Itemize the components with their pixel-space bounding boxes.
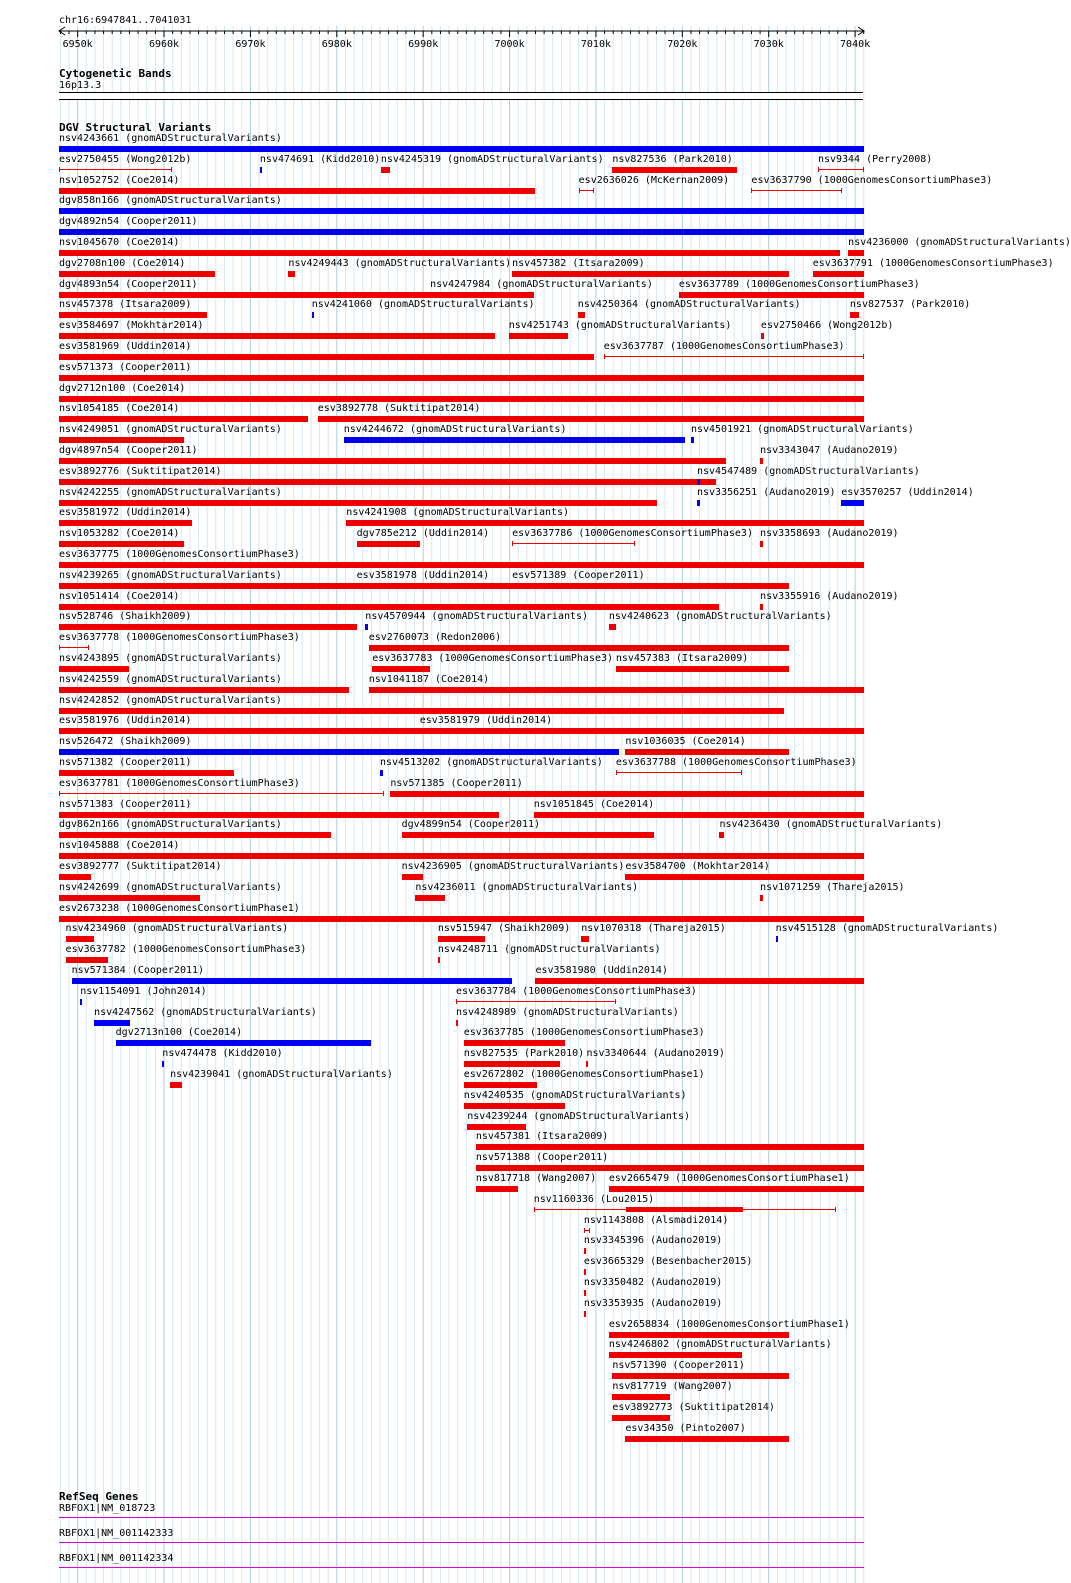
locus-label: chr16:6947841..7041031	[59, 15, 192, 26]
sv-feature-label[interactable]: nsv817718 (Wang2007)	[475, 1173, 597, 1184]
sv-feature-label[interactable]: esv2673238 (1000GenomesConsortiumPhase1)	[59, 903, 300, 914]
sv-feature-label[interactable]: nsv4239041 (gnomADStructuralVariants)	[170, 1069, 393, 1080]
ruler-tick-label: 7030k	[753, 39, 784, 50]
sv-feature-label[interactable]: esv3584697 (Mokhtar2014)	[59, 320, 204, 331]
sv-feature-label[interactable]: esv3892776 (Suktitipat2014)	[59, 466, 222, 477]
sv-feature-label[interactable]: nsv4240623 (gnomADStructuralVariants)	[608, 611, 832, 622]
sv-feature-label[interactable]: esv3637790 (1000GenomesConsortiumPhase3)	[751, 175, 993, 186]
sv-feature-label[interactable]: esv3637785 (1000GenomesConsortiumPhase3)	[463, 1027, 705, 1038]
sv-feature-label[interactable]: nsv4239244 (gnomADStructuralVariants)	[467, 1111, 690, 1122]
sv-feature-label[interactable]: nsv3355916 (Audano2019)	[760, 591, 899, 602]
sv-feature-label[interactable]: nsv515947 (Shaikh2009)	[437, 923, 571, 934]
sv-feature-label[interactable]: dgv2713n100 (Coe2014)	[115, 1027, 243, 1038]
sv-feature-label[interactable]: nsv474478 (Kidd2010)	[162, 1048, 283, 1059]
sv-feature-label[interactable]: nsv1041187 (Coe2014)	[368, 674, 490, 685]
sv-feature-label[interactable]: nsv4240535 (gnomADStructuralVariants)	[463, 1090, 687, 1101]
sv-feature-label[interactable]: nsv4249443 (gnomADStructuralVariants)	[288, 258, 512, 269]
sv-feature-label[interactable]: nsv3358693 (Audano2019)	[760, 528, 899, 539]
sv-feature-label[interactable]: nsv571383 (Cooper2011)	[59, 799, 192, 810]
sv-feature-label[interactable]: nsv571384 (Cooper2011)	[71, 965, 205, 976]
sv-feature-label[interactable]: esv3637791 (1000GenomesConsortiumPhase3)	[812, 258, 1054, 269]
sv-feature-label[interactable]: nsv4247984 (gnomADStructuralVariants)	[430, 279, 653, 290]
sv-feature-label[interactable]: dgv4892n54 (Cooper2011)	[59, 216, 198, 227]
sv-feature-label[interactable]: nsv457382 (Itsara2009)	[512, 258, 645, 269]
sv-feature-label[interactable]: dgv2712n100 (Coe2014)	[59, 383, 186, 394]
gene-model-line[interactable]	[59, 1542, 864, 1543]
cytoband-label: 16p13.3	[59, 80, 102, 91]
sv-feature-label[interactable]: esv3637784 (1000GenomesConsortiumPhase3)	[456, 986, 697, 997]
sv-feature-label[interactable]: nsv1054185 (Coe2014)	[59, 403, 180, 414]
sv-feature-label[interactable]: dgv862n166 (gnomADStructuralVariants)	[59, 819, 282, 830]
sv-feature-label[interactable]: nsv571385 (Cooper2011)	[390, 778, 523, 789]
sv-feature-label[interactable]: nsv4247562 (gnomADStructuralVariants)	[94, 1007, 317, 1018]
sv-feature-label[interactable]: esv3665329 (Besenbacher2015)	[583, 1256, 753, 1267]
sv-feature-label[interactable]: nsv457381 (Itsara2009)	[475, 1131, 609, 1142]
sv-feature-label[interactable]: nsv4246802 (gnomADStructuralVariants)	[608, 1339, 832, 1350]
sv-feature-label[interactable]: esv3637786 (1000GenomesConsortiumPhase3)	[512, 528, 753, 539]
sv-feature-label[interactable]: nsv4515128 (gnomADStructuralVariants)	[775, 923, 999, 934]
ruler-tick-label: 7020k	[667, 39, 698, 50]
dgv-track-title: DGV Structural Variants	[59, 121, 212, 134]
sv-feature-label[interactable]: esv3581978 (Uddin2014)	[356, 570, 490, 581]
sv-feature-label[interactable]: nsv4547489 (gnomADStructuralVariants)	[697, 466, 920, 477]
sv-feature-label[interactable]: dgv4897n54 (Cooper2011)	[59, 445, 198, 456]
sv-feature-label[interactable]: nsv4243895 (gnomADStructuralVariants)	[59, 653, 282, 664]
sv-feature-label[interactable]: nsv4242699 (gnomADStructuralVariants)	[59, 882, 282, 893]
ruler-tick-label: 6980k	[321, 39, 352, 50]
ruler-tick-label: 6990k	[408, 39, 439, 50]
sv-feature-label[interactable]: esv571389 (Cooper2011)	[512, 570, 645, 581]
sv-feature-label[interactable]: nsv4242852 (gnomADStructuralVariants)	[59, 695, 282, 706]
sv-feature-label[interactable]: nsv4236000 (gnomADStructuralVariants)	[848, 237, 1071, 248]
sv-feature-label[interactable]: esv3637781 (1000GenomesConsortiumPhase3)	[59, 778, 300, 789]
sv-feature-label[interactable]: nsv1052752 (Coe2014)	[59, 175, 180, 186]
sv-feature-label[interactable]: esv3637788 (1000GenomesConsortiumPhase3)	[615, 757, 857, 768]
sv-feature-label[interactable]: nsv3356251 (Audano2019)	[697, 487, 836, 498]
sv-feature-label[interactable]: nsv4236011 (gnomADStructuralVariants)	[415, 882, 639, 893]
sv-feature-label[interactable]: esv2658834 (1000GenomesConsortiumPhase1)	[608, 1319, 850, 1330]
sv-feature-label[interactable]: nsv571390 (Cooper2011)	[612, 1360, 745, 1371]
sv-feature-label[interactable]: nsv4234960 (gnomADStructuralVariants)	[65, 923, 289, 934]
sv-feature-label[interactable]: nsv4249051 (gnomADStructuralVariants)	[59, 424, 282, 435]
sv-feature-label[interactable]: esv3581979 (Uddin2014)	[419, 715, 553, 726]
gene-label[interactable]: RBFOX1|NM_001142334	[59, 1553, 174, 1564]
sv-feature-label[interactable]: nsv3353935 (Audano2019)	[583, 1298, 723, 1309]
sv-feature-label[interactable]: nsv4241060 (gnomADStructuralVariants)	[311, 299, 535, 310]
sv-feature-label[interactable]: esv3892778 (Suktitipat2014)	[317, 403, 481, 414]
sv-feature-label[interactable]: nsv457378 (Itsara2009)	[59, 299, 192, 310]
sv-feature-label[interactable]: nsv571382 (Cooper2011)	[59, 757, 192, 768]
ruler-tick-label: 7040k	[840, 39, 871, 50]
sv-feature-label[interactable]: nsv1070318 (Thareja2015)	[581, 923, 726, 934]
sv-feature-label[interactable]: esv2665479 (1000GenomesConsortiumPhase1)	[608, 1173, 850, 1184]
sv-feature-label[interactable]: nsv1045888 (Coe2014)	[59, 840, 180, 851]
sv-feature-label[interactable]: nsv4244672 (gnomADStructuralVariants)	[343, 424, 567, 435]
sv-feature-label[interactable]: esv2760073 (Redon2006)	[368, 632, 502, 643]
sv-feature-label[interactable]: nsv4250364 (gnomADStructuralVariants)	[577, 299, 801, 310]
ruler-tick-label: 6950k	[62, 39, 93, 50]
sv-feature-label[interactable]: esv3581980 (Uddin2014)	[535, 965, 668, 976]
sv-feature-label[interactable]: nsv4243661 (gnomADStructuralVariants)	[59, 133, 282, 144]
sv-feature-label[interactable]: nsv827536 (Park2010)	[612, 154, 733, 165]
sv-feature-label[interactable]: esv3892777 (Suktitipat2014)	[59, 861, 222, 872]
sv-feature-label[interactable]: esv3637783 (1000GenomesConsortiumPhase3)	[372, 653, 614, 664]
ruler-tick-label: 7010k	[580, 39, 612, 50]
sv-feature-label[interactable]: esv3584700 (Mokhtar2014)	[625, 861, 770, 872]
gene-model-line[interactable]	[59, 1567, 864, 1568]
sv-feature-label[interactable]: esv34350 (Pinto2007)	[625, 1423, 746, 1434]
sv-feature-label[interactable]: nsv1053282 (Coe2014)	[59, 528, 180, 539]
sv-feature-label[interactable]: nsv526472 (Shaikh2009)	[59, 736, 192, 747]
sv-feature-label[interactable]: nsv3350482 (Audano2019)	[583, 1277, 723, 1288]
sv-feature-label[interactable]: nsv4570944 (gnomADStructuralVariants)	[365, 611, 589, 622]
sv-feature-label[interactable]: nsv4236430 (gnomADStructuralVariants)	[719, 819, 943, 830]
sv-feature-label[interactable]: esv3581976 (Uddin2014)	[59, 715, 192, 726]
refseq-track-title: RefSeq Genes	[59, 1490, 139, 1503]
sv-feature-label[interactable]: dgv2708n100 (Coe2014)	[59, 258, 186, 269]
sv-feature-label[interactable]: nsv4241908 (gnomADStructuralVariants)	[346, 507, 570, 518]
sv-feature-label[interactable]: nsv4501921 (gnomADStructuralVariants)	[690, 424, 914, 435]
ruler-tick-label: 7000k	[494, 39, 525, 50]
sv-feature-label[interactable]: esv2750455 (Wong2012b)	[59, 154, 192, 165]
sv-feature-label[interactable]: esv2672802 (1000GenomesConsortiumPhase1)	[463, 1069, 705, 1080]
ruler-tick-label: 6970k	[235, 39, 266, 50]
gene-label[interactable]: RBFOX1|NM_001142333	[59, 1528, 174, 1539]
sv-feature-label[interactable]: nsv4242255 (gnomADStructuralVariants)	[59, 487, 282, 498]
sv-feature-label[interactable]: esv3892773 (Suktitipat2014)	[612, 1402, 775, 1413]
sv-feature-label[interactable]: nsv571388 (Cooper2011)	[475, 1152, 609, 1163]
sv-feature-label[interactable]: nsv4236905 (gnomADStructuralVariants)	[401, 861, 625, 872]
sv-feature-label[interactable]: esv3637775 (1000GenomesConsortiumPhase3)	[59, 549, 300, 560]
sv-feature-label[interactable]: nsv3343047 (Audano2019)	[760, 445, 899, 456]
sv-feature-label[interactable]: nsv457383 (Itsara2009)	[615, 653, 749, 664]
sv-feature-label[interactable]: esv571373 (Cooper2011)	[59, 362, 192, 373]
sv-feature-label[interactable]: nsv4513202 (gnomADStructuralVariants)	[379, 757, 603, 768]
sv-feature-label[interactable]: dgv858n166 (gnomADStructuralVariants)	[59, 195, 282, 206]
sv-feature-label[interactable]: esv3637787 (1000GenomesConsortiumPhase3)	[603, 341, 845, 352]
sv-feature-label[interactable]: nsv4248711 (gnomADStructuralVariants)	[437, 944, 661, 955]
sv-feature-label[interactable]: esv3637789 (1000GenomesConsortiumPhase3)	[678, 279, 920, 290]
sv-feature-label[interactable]: nsv827535 (Park2010)	[463, 1048, 585, 1059]
sv-feature-label[interactable]: nsv1051845 (Coe2014)	[533, 799, 655, 810]
sv-feature-label[interactable]: esv2750466 (Wong2012b)	[760, 320, 894, 331]
sv-feature-label[interactable]: dgv785e212 (Uddin2014)	[356, 528, 490, 539]
sv-feature-label[interactable]: esv3581969 (Uddin2014)	[59, 341, 192, 352]
sv-feature-label[interactable]: nsv3345396 (Audano2019)	[583, 1235, 723, 1246]
sv-feature-label[interactable]: nsv4239265 (gnomADStructuralVariants)	[59, 570, 282, 581]
gene-label[interactable]: RBFOX1|NM_018723	[59, 1503, 156, 1514]
sv-feature-label[interactable]: nsv1051414 (Coe2014)	[59, 591, 180, 602]
sv-feature-label[interactable]: nsv827537 (Park2010)	[849, 299, 971, 310]
sv-feature-label[interactable]: nsv4245319 (gnomADStructuralVariants)	[380, 154, 604, 165]
sv-feature-label[interactable]: esv3581972 (Uddin2014)	[59, 507, 192, 518]
cytoband-track-title: Cytogenetic Bands	[59, 67, 172, 80]
ruler-tick-label: 6960k	[148, 39, 180, 50]
sv-feature-label[interactable]: nsv1154091 (John2014)	[80, 986, 207, 997]
sv-feature-label[interactable]: nsv1071259 (Thareja2015)	[760, 882, 905, 893]
gene-model-line[interactable]	[59, 1517, 864, 1518]
sv-feature-label[interactable]: nsv1143808 (Alsmadi2014)	[583, 1215, 729, 1226]
sv-feature-label[interactable]: nsv1036035 (Coe2014)	[625, 736, 746, 747]
sv-feature-label[interactable]: nsv4251743 (gnomADStructuralVariants)	[508, 320, 732, 331]
sv-feature-label[interactable]: dgv4899n54 (Cooper2011)	[401, 819, 541, 830]
sv-feature-label[interactable]: nsv3340644 (Audano2019)	[586, 1048, 725, 1059]
sv-feature-label[interactable]: nsv474691 (Kidd2010)	[259, 154, 381, 165]
sv-feature-label[interactable]: nsv1160336 (Lou2015)	[533, 1194, 655, 1205]
sv-feature-label[interactable]: esv3637778 (1000GenomesConsortiumPhase3)	[59, 632, 300, 643]
sv-feature-label[interactable]: nsv817719 (Wang2007)	[612, 1381, 733, 1392]
sv-feature-label[interactable]: dgv4893n54 (Cooper2011)	[59, 279, 198, 290]
sv-feature-label[interactable]: nsv528746 (Shaikh2009)	[59, 611, 192, 622]
sv-feature-label[interactable]: nsv4242559 (gnomADStructuralVariants)	[59, 674, 282, 685]
sv-feature-label[interactable]: nsv4248989 (gnomADStructuralVariants)	[456, 1007, 679, 1018]
sv-feature-label[interactable]: esv3637782 (1000GenomesConsortiumPhase3)	[65, 944, 307, 955]
sv-feature-label[interactable]: nsv9344 (Perry2008)	[817, 154, 933, 165]
sv-feature-label[interactable]: esv2636026 (McKernan2009)	[578, 175, 730, 186]
sv-feature-label[interactable]: esv3570257 (Uddin2014)	[841, 487, 974, 498]
sv-feature-label[interactable]: nsv1045670 (Coe2014)	[59, 237, 180, 248]
